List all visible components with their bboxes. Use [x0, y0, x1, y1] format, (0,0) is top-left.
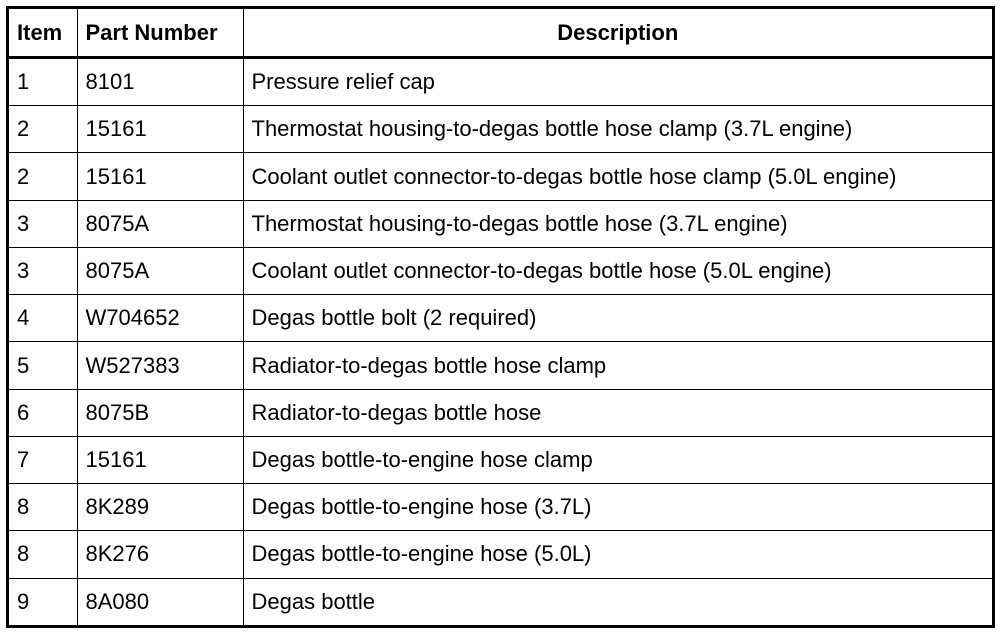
cell-description: Coolant outlet connector-to-degas bottle hose (5.0L engine) — [243, 247, 992, 294]
table-row — [9, 106, 992, 153]
table-row — [9, 531, 992, 578]
cell-item: 6 — [9, 389, 77, 436]
cell-part-number: 15161 — [77, 106, 243, 153]
table-row — [9, 247, 992, 294]
cell-part-number: 8K276 — [77, 531, 243, 578]
cell-description: Thermostat housing-to-degas bottle hose (3.7L engine) — [243, 200, 992, 247]
cell-description: Degas bottle — [243, 578, 992, 625]
table-row — [9, 295, 992, 342]
cell-item: 9 — [9, 578, 77, 625]
cell-description: Thermostat housing-to-degas bottle hose clamp (3.7L engine) — [243, 106, 992, 153]
cell-part-number: 8075B — [77, 389, 243, 436]
cell-item: 3 — [9, 200, 77, 247]
table-row — [9, 389, 992, 436]
cell-part-number: 8A080 — [77, 578, 243, 625]
cell-description: Degas bottle-to-engine hose clamp — [243, 436, 992, 483]
table-body — [9, 58, 992, 626]
table-row — [9, 200, 992, 247]
cell-description: Radiator-to-degas bottle hose clamp — [243, 342, 992, 389]
column-header-description: Description — [243, 9, 992, 58]
cell-description: Coolant outlet connector-to-degas bottle hose clamp (5.0L engine) — [243, 153, 992, 200]
cell-item: 7 — [9, 436, 77, 483]
parts-table-frame — [6, 6, 995, 628]
cell-item: 2 — [9, 106, 77, 153]
column-header-part-number: Part Number — [77, 9, 243, 58]
table-row — [9, 342, 992, 389]
table-row — [9, 578, 992, 625]
cell-part-number: 8075A — [77, 247, 243, 294]
cell-item: 4 — [9, 295, 77, 342]
table-row — [9, 484, 992, 531]
table-row — [9, 153, 992, 200]
cell-description: Degas bottle-to-engine hose (3.7L) — [243, 484, 992, 531]
cell-part-number: 8K289 — [77, 484, 243, 531]
cell-part-number: 8075A — [77, 200, 243, 247]
parts-table — [9, 9, 992, 625]
cell-description: Radiator-to-degas bottle hose — [243, 389, 992, 436]
cell-item: 3 — [9, 247, 77, 294]
cell-item: 8 — [9, 484, 77, 531]
table-header-row — [9, 9, 992, 58]
cell-part-number: W527383 — [77, 342, 243, 389]
cell-item: 5 — [9, 342, 77, 389]
column-header-item: Item — [9, 9, 77, 58]
table-row — [9, 436, 992, 483]
cell-item: 8 — [9, 531, 77, 578]
cell-part-number: 15161 — [77, 153, 243, 200]
cell-description: Degas bottle-to-engine hose (5.0L) — [243, 531, 992, 578]
cell-description: Pressure relief cap — [243, 58, 992, 106]
cell-part-number: W704652 — [77, 295, 243, 342]
cell-item: 1 — [9, 58, 77, 106]
cell-item: 2 — [9, 153, 77, 200]
cell-part-number: 15161 — [77, 436, 243, 483]
cell-description: Degas bottle bolt (2 required) — [243, 295, 992, 342]
cell-part-number: 8101 — [77, 58, 243, 106]
table-row — [9, 58, 992, 106]
